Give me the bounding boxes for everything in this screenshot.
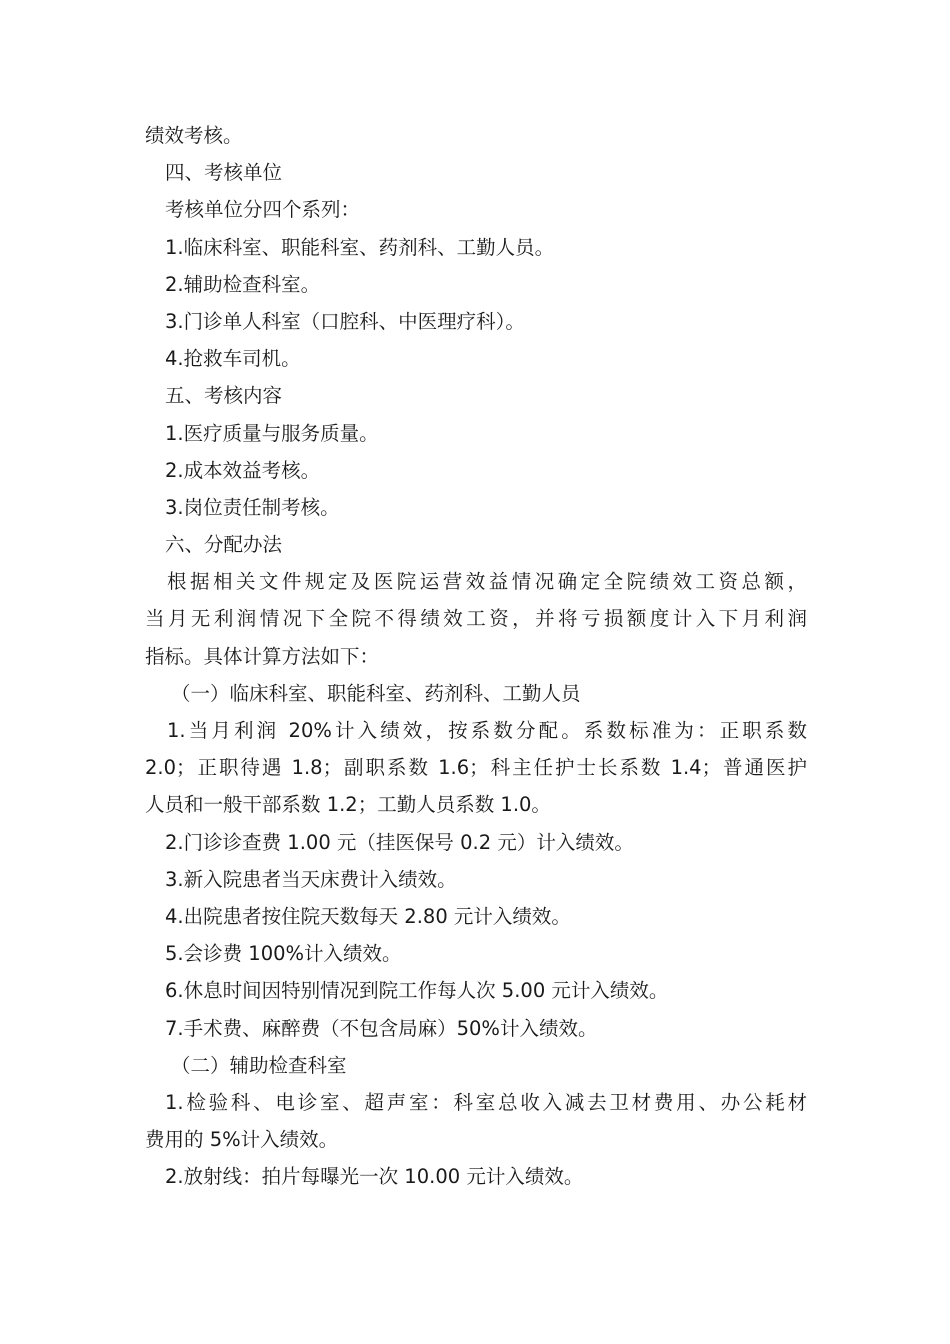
subsection-heading: （二）辅助检查科室 [171, 1053, 347, 1077]
section-heading: 四、考核单位 [165, 161, 283, 185]
section-heading: 五、考核内容 [165, 384, 283, 408]
list-item: 1.当月利润 20%计入绩效，按系数分配。系数标准为：正职系数 [167, 719, 807, 742]
list-item: 1.医疗质量与服务质量。 [165, 421, 379, 445]
paragraph-line: 根据相关文件规定及医院运营效益情况确定全院绩效工资总额， [167, 570, 807, 594]
list-item-continuation: 人员和一般干部系数 1.2；工勤人员系数 1.0。 [145, 793, 551, 817]
list-item: 7.手术费、麻醉费（不包含局麻）50%计入绩效。 [165, 1016, 598, 1040]
paragraph-line: 当月无利润情况下全院不得绩效工资，并将亏损额度计入下月利润 [145, 607, 807, 631]
list-item: 1.检验科、电诊室、超声室：科室总收入减去卫材费用、办公耗材 [165, 1090, 807, 1114]
subsection-heading: （一）临床科室、职能科室、药剂科、工勤人员 [171, 681, 581, 705]
list-item: 2.放射线：拍片每曝光一次 10.00 元计入绩效。 [165, 1165, 584, 1189]
list-item-continuation: 费用的 5%计入绩效。 [145, 1128, 339, 1152]
text-line: 绩效考核。 [145, 124, 243, 147]
list-item: 4.出院患者按住院天数每天 2.80 元计入绩效。 [165, 904, 571, 928]
text-line: 考核单位分四个系列： [165, 198, 361, 222]
document-body [145, 117, 807, 1195]
list-item: 2.门诊诊查费 1.00 元（挂医保号 0.2 元）计入绩效。 [165, 830, 634, 854]
paragraph-line: 指标。具体计算方法如下： [145, 644, 380, 668]
list-item: 4.抢救车司机。 [165, 347, 301, 371]
section-heading: 六、分配办法 [165, 533, 283, 557]
list-item: 3.岗位责任制考核。 [165, 495, 340, 519]
list-item: 3.新入院患者当天床费计入绩效。 [165, 867, 457, 891]
list-item: 3.门诊单人科室（口腔科、中医理疗科）。 [165, 309, 525, 333]
list-item: 1.临床科室、职能科室、药剂科、工勤人员。 [165, 235, 555, 259]
list-item: 6.休息时间因特别情况到院工作每人次 5.00 元计入绩效。 [165, 979, 669, 1003]
list-item-continuation: 2.0；正职待遇 1.8；副职系数 1.6；科主任护士长系数 1.4；普通医护 [145, 756, 807, 780]
list-item: 2.辅助检查科室。 [165, 272, 321, 296]
list-item: 5.会诊费 100%计入绩效。 [165, 942, 402, 966]
list-item: 2.成本效益考核。 [165, 458, 321, 482]
